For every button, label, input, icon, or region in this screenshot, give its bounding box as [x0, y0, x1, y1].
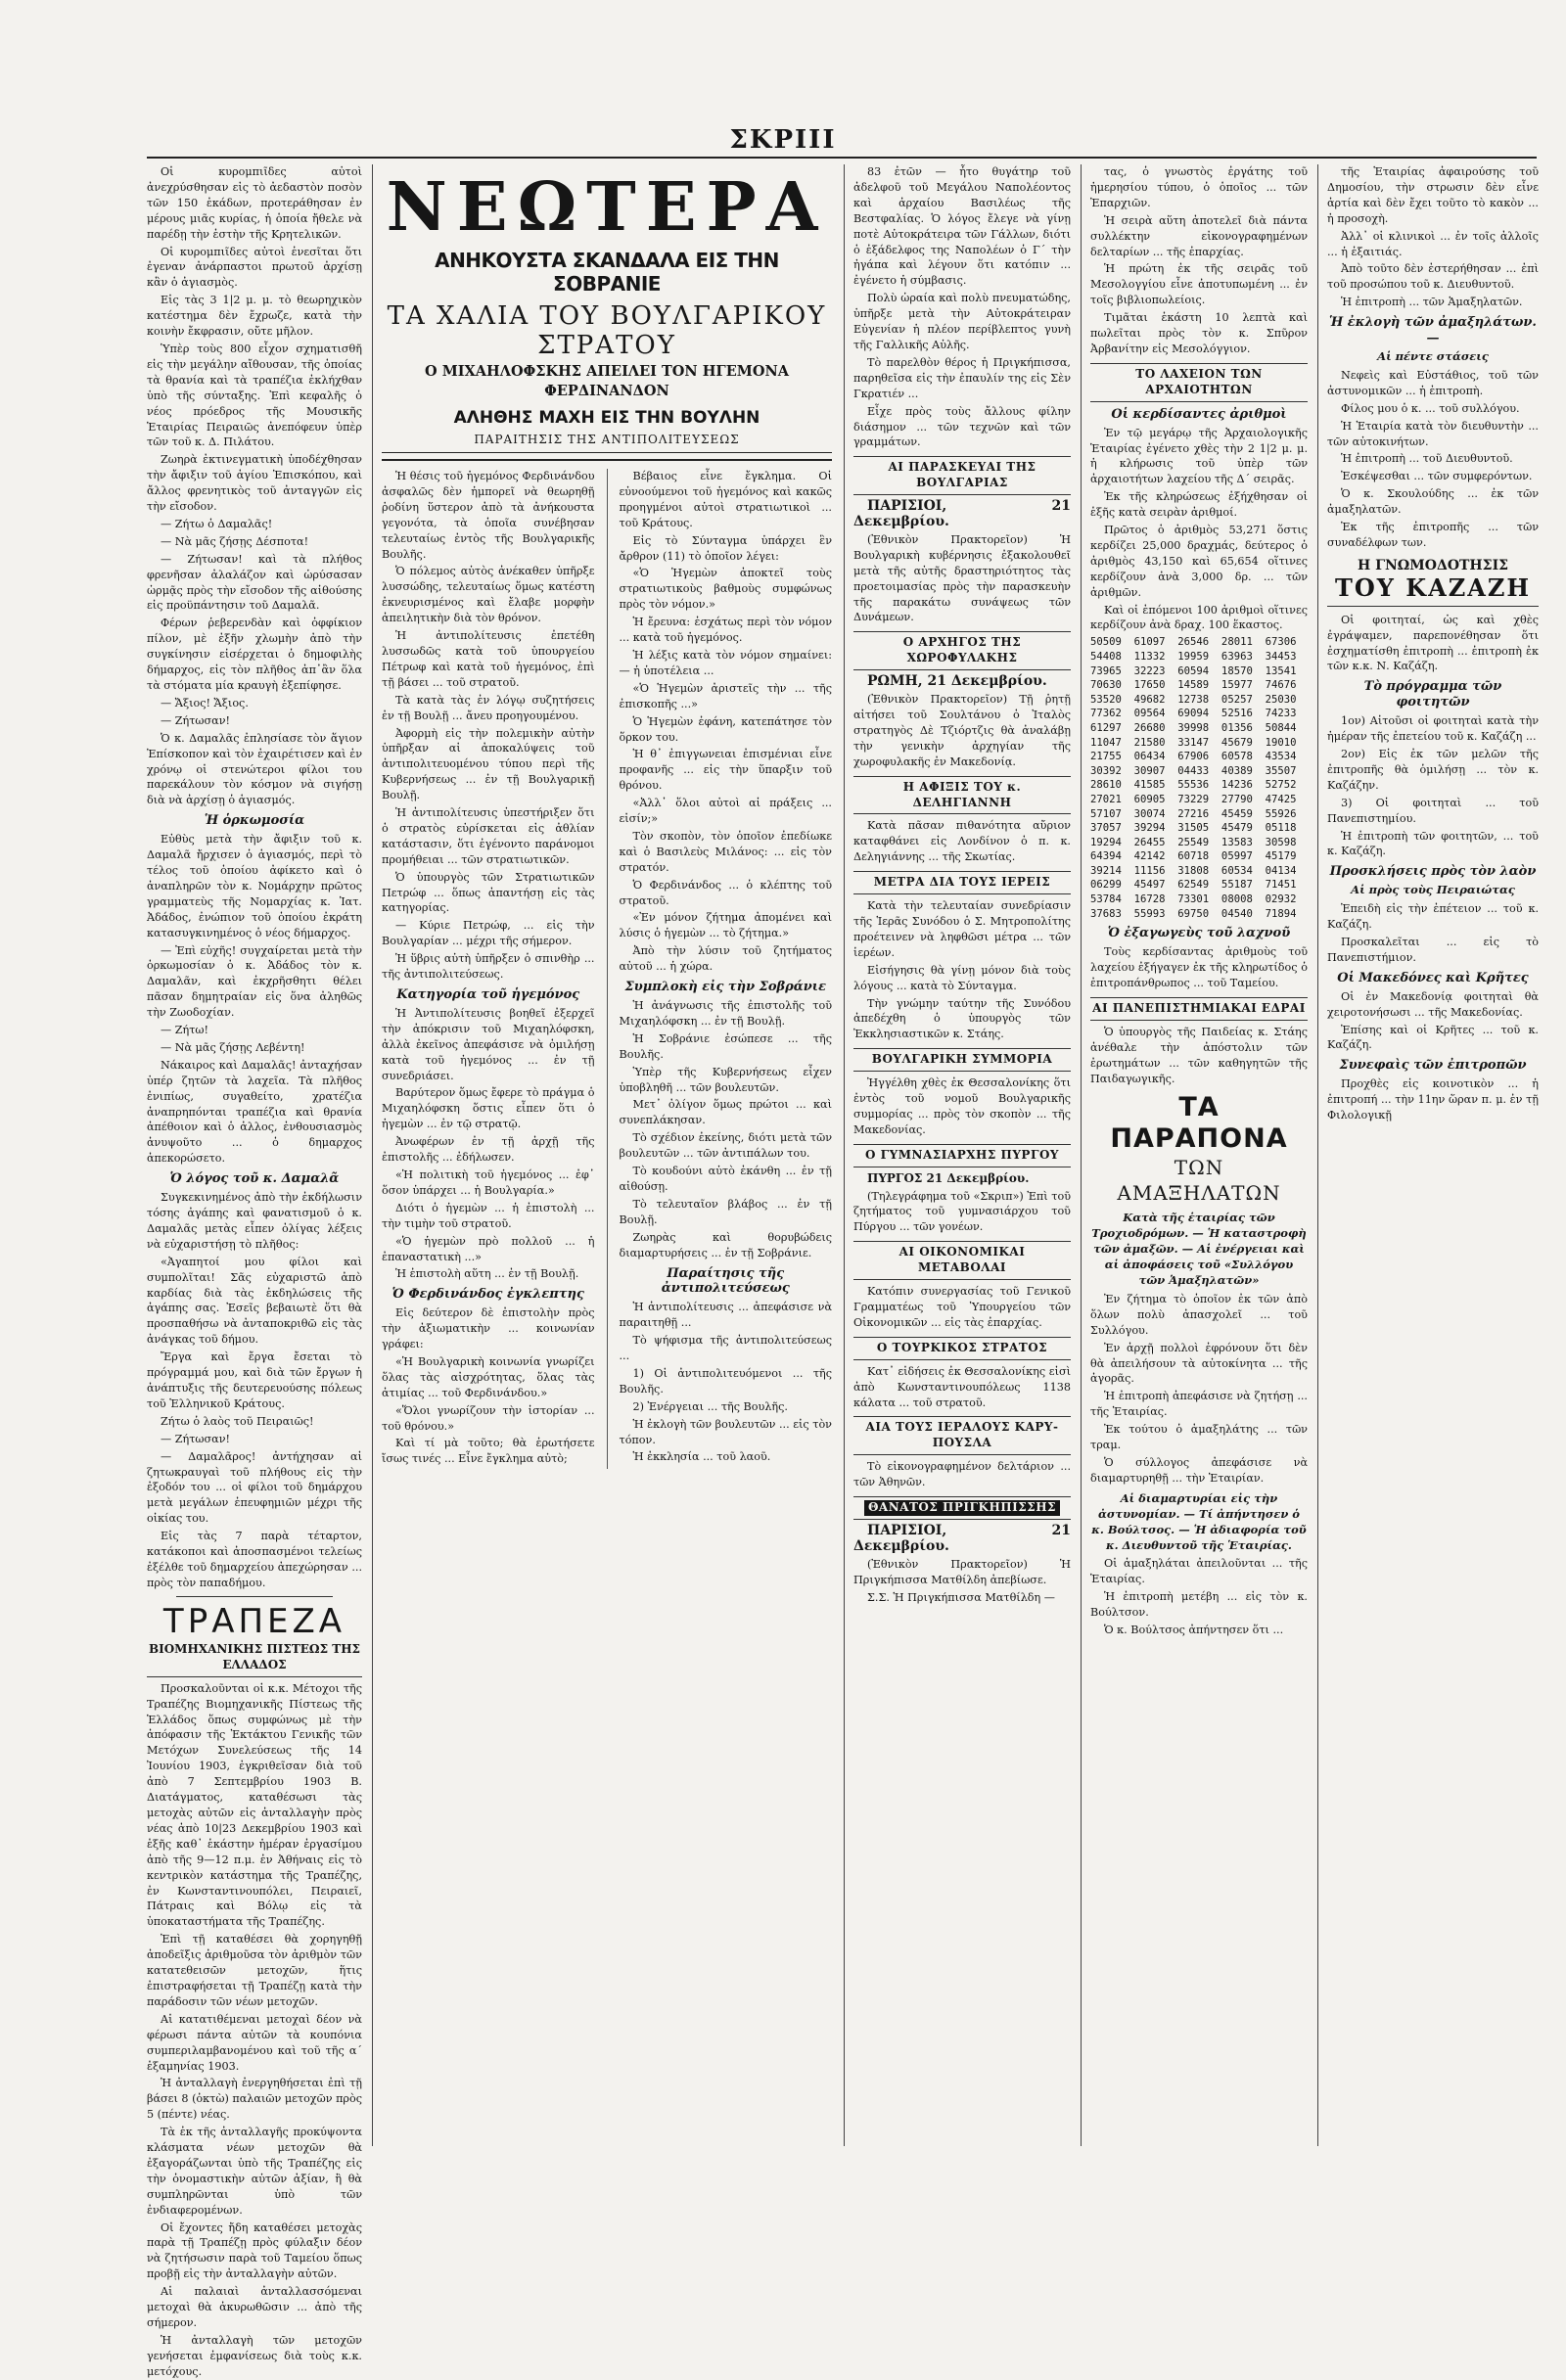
dateline: ΠΑΡΙΣΙΟΙ, 21 Δεκεμβρίου.: [853, 1522, 1071, 1554]
paragraph: 1) Οἱ ἀντιπολιτευόμενοι ... τῆς Βουλῆς.: [619, 1366, 832, 1396]
top-rule: [147, 157, 1537, 159]
section-heading: ΑΙΑ ΤΟΥΣ ΙΕΡΑΛΟΥΣ ΚΑΡΥ-ΠΟΥΣΛΑ: [853, 1416, 1071, 1455]
paragraph: Ἡ ἐπιτροπὴ τῶν φοιτητῶν, ... τοῦ κ. Καζάζη.: [1327, 829, 1539, 858]
paragraph: Ἡ ἀνάγνωσις τῆς ἐπιστολῆς τοῦ Μιχαηλόφσκη ... ἐν τῇ Βουλῇ.: [619, 999, 832, 1028]
column-3: [853, 164, 1071, 2146]
news-subcolumn-a: [382, 469, 595, 1469]
section-heading: ΑΙ ΠΑΡΑΣΚΕΥΑΙ ΤΗΣ ΒΟΥΛΓΑΡΙΑΣ: [853, 456, 1071, 495]
dateline: ΠΑΡΙΣΙΟΙ, 21 Δεκεμβρίου.: [853, 498, 1071, 530]
paragraph: Κατ᾽ εἰδήσεις ἐκ Θεσσαλονίκης εἰσὶ ἀπὸ Κωνσταντινουπόλεως 1138 κάλατα ... τοῦ στρατοῦ.: [853, 1364, 1071, 1409]
news-body: [382, 469, 832, 1469]
paragraph: Καὶ τί μὰ τοῦτο; θὰ ἐρωτήσετε ἴσως τινές ... Εἶνε ἔγκλημα αὐτὸ;: [382, 1437, 595, 1466]
paragraph: Νεφεὶς καὶ Εὐστάθιος, τοῦ τῶν ἀστυνομικῶν ... ἡ ἐπιτροπὴ.: [1327, 368, 1539, 397]
subheading: Προσκλήσεις πρὸς τὸν λαὸν: [1329, 864, 1537, 880]
paragraph: Οἱ κυρομπιῖδες αὐτοὶ ἐνεσῖται ὅτι ἐγεναν ἀνάρπαστοι πρωτοῦ ἀρχίσῃ κἂν ὁ ἀγιασμὸς.: [147, 245, 362, 290]
paragraph: Νάκαιρος καὶ Δαμαλᾶς! ἀνταχήσαν ὑπέρ ζητῶν τὰ λαχεῖα. Τὰ πλῆθος ἐνιπίως, συγαθείτο, χρατέζια ἀναπρηπόνται τραπέζια καὶ θρανία ἀπέθοιον καὶ ὁ ἀλλος, ἐνθουσιασμὸς ἀνυψοῦτο ... ὁ δημαρχος ἀπεκορώσετο.: [147, 1058, 362, 1166]
paragraph: Κατόπιν συνεργασίας τοῦ Γενικοῦ Γραμματέως τοῦ Ὑπουργείου τῶν Οἰκονομικῶν ... εἰς τὰς ἐπαρχίας.: [853, 1285, 1071, 1329]
paragraph: Βέβαιος εἶνε ἔγκλημα. Οἱ εὐνοούμενοι τοῦ ἡγεμόνος καὶ κακῶς προηγμένοι αὐτοὶ στρατιωτικοὶ ... τοῦ Κράτους.: [619, 470, 832, 529]
paragraph: Τοὺς κερδίσαντας ἀριθμοὺς τοῦ λαχείου ἐξήγαγεν ἐκ τῆς κληρωτίδος ὁ ἐπιτροπάνθρωπος ... τοῦ Ταμείου.: [1090, 945, 1308, 989]
paragraph: Προσκαλοῦνται οἱ κ.κ. Μέτοχοι τῆς Τραπέζης Βιομηχανικῆς Πίστεως τῆς Ἑλλάδος ὅπως συμφώνως μὲ τὴν ἀπόφασιν τῆς Ἐκτάκτου Γενικῆς τῶν Μετόχων Συνελεύσεως τῆς 14 Ἰουνίου 1903, ἐγκριθεῖσαν διὰ τοῦ ἀπὸ 7 Σεπτεμβρίου 1903 Β. Διατάγματος, καταθέσωσι τὰς μετοχὰς αὐτῶν εἰς ἀνταλλαγὴν πρὸς νέας ἀπὸ 10|23 Δεκεμβρίου 1903 καὶ ἑξῆς καθ᾽ ἑκάστην ἡμέραν ἐργασίμου ἀπὸ τῆς 9—12 π.μ. ἐν Ἀθήναις εἰς τὸ κεντρικὸν κατάστημα τῆς Τραπέζης, ἐν Κωνσταντινουπόλει, Πειραιεῖ, Πάτραις καὶ Βόλῳ εἰς τὰ ὑποκαταστήματα τῆς Τραπέζης.: [147, 1681, 362, 1929]
subheading: Οἱ Μακεδόνες καὶ Κρῆτες: [1337, 970, 1529, 985]
paragraph: Ἐν ἀρχῇ πολλοὶ ἐφρόνουν ὅτι δὲν θὰ ἀπειλήσουν τὰ αὐτοκίνητα ... τῆς ἀγορᾶς.: [1090, 1341, 1308, 1386]
paragraph: Φέρων ῥεβερενδὰν καὶ ὀφφίκιον πίλον, μὲ ἐξῆν χλωμὴν ἀπὸ τὴν συγκίνησιν εἰσέρχεται ὁ δημοφιλὴς δήμαρχος, εἰς τὸν πλῆθος ἀπ᾽ἂν ὅλα τὰ στόματα μία κραυγὴ ἐξεπίφησε.: [147, 617, 362, 692]
section-heading: ΜΕΤΡΑ ΔΙΑ ΤΟΥΣ ΙΕΡΕΙΣ: [853, 871, 1071, 894]
subheading: Αἱ διαμαρτυρίαι εἰς τὴν ἀστυνομίαν. — Τί ἀπήντησεν ὁ κ. Βούλτσος. — Ἡ ἀδιαφορία τοῦ κ. Διευθυντοῦ τῆς Ἑταιρίας.: [1091, 1490, 1307, 1552]
paragraph: Βαρύτερον ὅμως ἔφερε τὸ πράγμα ὁ Μιχαηλόφσκη ὅστις εἶπεν ὅτι ὁ ἡγεμὼν ... ἐν τῷ στρατῷ.: [382, 1086, 595, 1131]
paragraph: — Νὰ μᾶς ζήσῃς Λεβέντη!: [161, 1040, 305, 1054]
paragraph: Ἡ ἀντιπολίτευσις ὑπεστήριξεν ὅτι ὁ στρατὸς εὑρίσκεται εἰς ἀθλίαν κατάστασιν, ὅτι ἐγένοντο παράνομοι προμήθειαι ... τῶν στρατιωτικῶν.: [382, 806, 595, 866]
paragraph: Ἀνωφέρων ἐν τῇ ἀρχῇ τῆς ἐπιστολῆς ... ἐδήλωσεν.: [382, 1135, 595, 1165]
section-heading: ΑΙ ΠΑΝΕΠΙΣΤΗΜΙΑΚΑΙ ΕΔΡΑΙ: [1090, 997, 1308, 1021]
paragraph: Κατὰ τὴν τελευταίαν συνεδρίασιν τῆς Ἱερᾶς Συνόδου ὁ Σ. Μητροπολίτης προέτεινεν νὰ ληφθῶσι μέτρα ... τῶν ἱερέων.: [853, 899, 1071, 959]
paragraph: Ἀπὸ τοῦτο δὲν ἐστερήθησαν ... ἐπὶ τοῦ προσώπου τοῦ κ. Διευθυντοῦ.: [1327, 262, 1539, 292]
paragraph: Ἡ ἀντιπολίτευσις ἐπετέθη λυσσωδῶς κατὰ τοῦ ὑπουργείου Πέτρωφ καὶ κατὰ τοῦ ἡγεμόνος, ἐπὶ τῇ βάσει ... τοῦ στρατοῦ.: [382, 629, 595, 689]
headline-2: ΤΑ ΧΑΛΙΑ ΤΟΥ ΒΟΥΛΓΑΡΙΚΟΥ ΣΤΡΑΤΟΥ: [387, 301, 827, 360]
subcolumn-rule: [607, 469, 608, 1469]
news-subcolumn-b: [620, 469, 833, 1469]
paragraph: Ὁ Φερδινάνδος ... ὁ κλέπτης τοῦ στρατοῦ.: [619, 878, 832, 907]
paragraph: Οἱ ἐν Μακεδονίᾳ φοιτηταὶ θὰ χειροτονήσωσι ... τῆς Μακεδονίας.: [1327, 989, 1539, 1019]
subheading: Ὁ ἐξαγωγεὺς τοῦ λαχνοῦ: [1107, 926, 1291, 941]
paragraph: Πολὺ ὡραία καὶ πολὺ πνευματώδης, ὑπῆρξε μετὰ τὴν Αὐτοκράτειραν Εὐγενίαν ἡ πλέον περίβλεπτος γυνὴ τῆς Γαλλικῆς Αὐλῆς.: [853, 292, 1071, 351]
paragraph: Ἐπὶ τῇ καταθέσει θὰ χορηγηθῇ ἀποδεῖξις ἀριθμοῦσα τὸν ἀριθμὸν τῶν κατατεθεισῶν μετοχῶν, ἥτις ἐπιστραφήσεται τῇ Τραπέζῃ κατὰ τὴν παράδοσιν τῶν νέων μετοχῶν.: [147, 1933, 362, 2008]
paragraph: Εἶχε πρὸς τοὺς ἄλλους φίλην διάσημον ... τῶν τεχνῶν καὶ τῶν γραμμάτων.: [853, 404, 1071, 449]
paragraph: Ἀπὸ τὴν λύσιν τοῦ ζητήματος αὐτοῦ ... ἡ χώρα.: [619, 944, 832, 974]
paragraph: Κατὰ πᾶσαν πιθανότητα αὔριον καταφθάνει εἰς Λονδίνον ὁ π. κ. Δεληγιάννης ... τῆς Σκωτίας.: [853, 819, 1071, 864]
paragraph: (Ἐθνικὸν Πρακτορεῖον) Ἡ Πριγκήπισσα Ματθίλδη ἀπεβίωσε.: [853, 1557, 1071, 1586]
paragraph: Τὸ κουδούνι αὐτὸ ἐκάνθη ... ἐν τῇ αἰθούσῃ.: [619, 1165, 832, 1193]
paragraph: — Ζήτω ὁ Δαμαλᾶς!: [161, 517, 273, 530]
paragraph: — Ζήτωσαν!: [161, 713, 231, 727]
paragraph: Ἡ θ᾽ ἐπιγγωνειαι ἐπισμένιαι εἶνε προφανῆς ... εἰς τὴν ὕπαρξιν τοῦ θρόνου.: [619, 748, 832, 793]
section-heading: Ο ΤΟΥΡΚΙΚΟΣ ΣΤΡΑΤΟΣ: [853, 1337, 1071, 1360]
section-heading: Η ΑΦΙΞΙΣ ΤΟΥ κ. ΔΕΛΗΓΙΑΝΝΗ: [853, 776, 1071, 815]
paragraph: Φίλος μου ὁ κ. ... τοῦ συλλόγου.: [1341, 401, 1520, 415]
paragraph: Συγκεκινημένος ἀπὸ τὴν ἐκδήλωσιν τόσης ἀγάπης καὶ φανατισμοῦ ὁ κ. Δαμαλᾶς μετὰς εἶπεν ὀλίγας λέξεις νὰ εὐχαριστήσῃ τὸ πλῆθος:: [147, 1191, 362, 1251]
paragraph: Ἡ Ἑταιρία κατὰ τὸν διευθυντὴν ... τῶν αὐτοκινήτων.: [1327, 419, 1539, 448]
paragraph: «Ὅλοι γνωρίζουν τὴν ἱστορίαν ... τοῦ θρόνου.»: [382, 1403, 595, 1433]
article-title: ΤΑ ΠΑΡΑΠΟΝΑ: [1110, 1092, 1288, 1155]
subheading: Ἡ ἐκλογὴ τῶν ἀμαξηλάτων.—: [1329, 315, 1537, 346]
paragraph: Ζωηρὰ ἐκτινεγματικὴ ὑποδέχθησαν τὴν ἄφιξιν τοῦ ἁγίου Ἐπισκόπου, καὶ ἄλλος φρενητικὸς τοῦ ἀνταγγῶν εἰς τὴν εἴσοδον.: [147, 453, 362, 514]
column-1: [147, 164, 362, 2378]
paragraph: — Ἐπὶ εὐχῆς! συγχαίρεται μετὰ τὴν ὁρκωμοσίαν ὁ κ. Ἀδάδος τὸν κ. Δαμαλᾶν, καὶ ἐκχρῆσθητι θέλει πᾶσαν δημητραίαν εἰς ὅνα ἀληθῶς τὴν Ζωοδοχίαν.: [147, 943, 362, 1020]
section-heading: [853, 1496, 1071, 1520]
paragraph: Ὁ κ. Βούλτσος ἀπήντησεν ὅτι ...: [1104, 1624, 1284, 1637]
paragraph: — Κύριε Πετρώφ, ... εἰς τὴν Βουλγαρίαν ... μέχρι τῆς σήμερον.: [382, 919, 595, 948]
section-heading: Ο ΓΥΜΝΑΣΙΑΡΧΗΣ ΠΥΡΓΟΥ: [853, 1144, 1071, 1167]
lottery-numbers-table: 50509 61097 26546 28011 67306 54408 11332 19959 63963 34453 73965 32223 60594 18570 13541 70630 17650 14589 15977 74676 53520 49682 12738 05257 25030 77362 09564 69094 52516 74233 61297 26680 39998 01356 50844 11047 21580 33147 45679 19010 21755 06434 67906 60578 43534 30392 30907 04433 40389 35507 28610 41585 55536 14236 52752 27021 60905 73229 27790 47425 57107 30074 27216 45459 55926 37057 39294 31505 45479 05118 19294 26455 25549 13583 30598 64394 42142 60718 05997 45179 39214 11156 31808 60534 04134 06299 45497 62549 55187 71451 53784 16728 73301 08008 02932 37683 55993 69750 04540 71894: [1090, 636, 1297, 920]
paragraph: «Ἀλλ᾽ ὅλοι αὐτοὶ αἱ πράξεις ... εἰσίν;»: [619, 797, 832, 826]
subheading: Τὸ πρόγραμμα τῶν φοιτητῶν: [1363, 679, 1502, 710]
paragraph: Ὁ ὑπουργὸς τῶν Στρατιωτικῶν Πετρώφ ... ὅπως ἀπαντήσῃ εἰς τὰς κατηγορίας.: [382, 870, 595, 915]
paragraph: Πρῶτος ὁ ἀριθμὸς 53,271 ὅστις κερδίζει 25,000 δραχμάς, δεύτερος ὁ ἀριθμὸς 43,150 καὶ 65,654 οἵτινες κερδίζουν ἀνὰ 3,000 δρ. ... τῶν ἀριθμῶν.: [1090, 524, 1308, 599]
paragraph: «Ἡ πολιτικὴ τοῦ ἡγεμόνος ... ἐφ᾽ ὅσον ὑπάρχει ... ἡ Βουλγαρία.»: [382, 1167, 595, 1197]
paragraph: Μετ᾽ ὀλίγον ὅμως πρώτοι ... καὶ συνεπλάκησαν.: [619, 1098, 832, 1127]
paragraph: «Ὁ Ἡγεμὼν ἀριστεῖς τὴν ... τῆς ἐπισκοπῆς ...»: [619, 681, 832, 710]
paragraph: Ἡ ἀνταλλαγὴ ἐνεργηθήσεται ἐπὶ τῇ βάσει 8 (ὀκτὼ) παλαιῶν μετοχῶν πρὸς 5 (πέντε) νέας.: [147, 2077, 362, 2122]
paragraph: Οἱ φοιτηταί, ὡς καὶ χθὲς ἐγράψαμεν, παρεπονέθησαν ὅτι ἐσχηματίσθη ἐπιτροπὴ ... ἐπιτροπὴ ἐκ τῶν κ.κ. Ν. Καζάζη.: [1327, 613, 1539, 673]
paragraph: Ἡ ἐπιτροπὴ ... τοῦ Διευθυντοῦ.: [1341, 452, 1513, 466]
paragraph: Προχθὲς εἰς κοινοτικὸν ... ἡ ἐπιτροπή ... τὴν 11ην ὥραν π. μ. ἐν τῇ Φιλολογικῇ: [1327, 1077, 1539, 1122]
paragraph: Οἱ κυρομπιῖδες αὐτοὶ ἀνεχρύσθησαν εἰς τὸ ἀεδαστὸν ποσὸν τῶν 150 ἐκάδων, προτεράθησαν ἐν μέρους μιᾶς κυρίας, ἡ ὁποία ἤθελε νὰ παρέδῃ τὴν ἑστὴν τῆς Κρητελικῶν.: [147, 165, 362, 241]
paragraph: Ὑπὲρ τοὺς 800 εἶχον σχηματισθῆ εἰς τὴν μεγάλην αἴθουσαν, τῆς ὁποίας τὰ θρανία καὶ τὰ τραπέζια ἐκλήχθαν ὑπὸ τῆς σύνταξης. Ἐπὶ κεφαλῆς ὁ νέος πρόεδρος τῆς Μουσικῆς Ἑταιρίας Πειραιῶς ἀνεπόφευν ὑπὲρ τῶν τοῦ κ. Δ. Πιλάτου.: [147, 342, 362, 449]
subheading: Οἱ κερδίσαντες ἀριθμοὶ: [1111, 406, 1287, 422]
paragraph: Ἡ ἐπιστολὴ αὕτη ... ἐν τῇ Βουλῇ.: [395, 1267, 579, 1281]
paragraph: Ἡ ἐπιτροπὴ μετέβη ... εἰς τὸν κ. Βούλτσον.: [1090, 1590, 1308, 1620]
paragraph: Καὶ οἱ ἑπόμενοι 100 ἀριθμοὶ οἵτινες κερδίζουν ἀνὰ δραχ. 100 ἕκαστος.: [1090, 603, 1308, 632]
paragraph: Ζήτω ὁ λαὸς τοῦ Πειραιῶς!: [161, 1414, 314, 1428]
subheading: Συνεφαὶς τῶν ἐπιτροπῶν: [1339, 1058, 1527, 1074]
page-number: ΣΚΡΙΙΙ: [729, 125, 837, 155]
paragraph: Σ.Σ. Ἡ Πριγκήπισσα Ματθίλδη —: [867, 1590, 1055, 1604]
paragraph: Ἐσκέψεσθαι ... τῶν συμφερόντων.: [1341, 470, 1533, 483]
article-title-sub: ΤΟΥ ΚΑΖΑΖΗ: [1327, 574, 1539, 607]
paragraph: τῆς Ἑταιρίας ἀφαιρούσης τοῦ Δημοσίου, τὴν στρωσιν δὲν εἶνε ἀρτία καὶ δὲν ἔχει τοῦτο τὸ κακὸν ... ἡ προσοχὴ.: [1327, 165, 1539, 225]
article-title-sub: ΤΩΝ ΑΜΑΞΗΛΑΤΩΝ: [1117, 1156, 1281, 1206]
section-heading: ΑΙ ΟΙΚΟΝΟΜΙΚΑΙ ΜΕΤΑΒΟΛΑΙ: [853, 1241, 1071, 1280]
paragraph: Αἱ παλαιαὶ ἀνταλλασσόμεναι μετοχαὶ θὰ ἀκυρωθῶσιν ... ἀπὸ τῆς σήμερον.: [147, 2285, 362, 2329]
paragraph: «Ὁ Ἡγεμὼν ἀποκτεῖ τοὺς στρατιωτικοὺς βαθμοὺς συμφώνως πρὸς τὸν νόμον.»: [619, 567, 832, 612]
paragraph: Τὰ ἐκ τῆς ἀνταλλαγῆς προκύψοντα κλάσματα νέων μετοχῶν θὰ ἐξαγοράζωνται ὑπὸ τῆς Τραπέζης εἰς τὴν ὀνομαστικὴν αὐτῶν ἀξίαν, ἢ θὰ συμπληρῶνται ὑπὸ τῶν ἐνδιαφερομένων.: [147, 2126, 362, 2217]
paragraph: Εὐθὺς μετὰ τὴν ἄφιξιν τοῦ κ. Δαμαλᾶ ἤρχισεν ὁ ἁγιασμός, περὶ τὸ τέλος τοῦ ὁποίου ἀφίκετο καὶ ὁ ἀναπληρῶν τὸν κ. Νομάρχην πρῶτος γραμματεὺς τῆς Νομαρχίας κ. Ἰατ. Ἀδάδος, ἐνώπιον τοῦ ὁποίου ἐκράτη κατασυγκινημένος ὁ νέος δήμαρχος.: [147, 833, 362, 939]
paragraph: Εἰς τὸ Σύνταγμα ὑπάρχει ἓν ἄρθρον (11) τὸ ὁποῖον λέγει:: [619, 533, 832, 563]
news-masthead: ΝΕΩΤΕΡΑ: [386, 168, 828, 247]
paragraph: 83 ἐτῶν — ἦτο θυγάτηρ τοῦ ἀδελφοῦ τοῦ Μεγάλου Ναπολέοντος καὶ ἀρχαίου Βασιλέως τῆς Βεστφαλίας. Ὁ λόγος ἔλεγε νὰ γίνῃ ποτὲ Αὐτοκράτειρα τῶν Γάλλων, διότι ὁ ἐξάδελφος της Ναπολέων ὁ Γ΄ τὴν ἠγάπα καὶ λέγουν ὅτι κατόπιν ... ἐγένετο ἡ σύμβασις.: [853, 165, 1071, 288]
section-heading: Ο ΑΡΧΗΓΟΣ ΤΗΣ ΧΩΡΟΦΥΛΑΚΗΣ: [853, 631, 1071, 670]
paragraph: Ἐν τῷ μεγάρῳ τῆς Ἀρχαιολογικῆς Ἑταιρίας ἐγένετο χθὲς τὴν 2 1|2 μ. μ. ἡ κλήρωσις τοῦ ὑπὲρ τῶν ἀρχαιοτήτων λαχείου τῆς Δ΄ σειρᾶς.: [1090, 426, 1308, 486]
paragraph: Ἡ ἔρευνα: ἐσχάτως περὶ τὸν νόμον ... κατὰ τοῦ ἡγεμόνος.: [619, 616, 832, 645]
paragraph: Ὁ Ἡγεμὼν ἐφάνη, κατεπάτησε τὸν ὅρκον του.: [619, 714, 832, 744]
paragraph: «Ὁ ἡγεμὼν πρὸ πολλοῦ ... ἡ ἐπαναστατικὴ ...»: [382, 1234, 595, 1263]
paragraph: Ἡ πρώτη ἐκ τῆς σειρᾶς τοῦ Μεσολογγίου εἶνε ἀποτυπωμένη ... ἐν τοῖς βιβλιοπωλείοις.: [1090, 262, 1308, 307]
column-rule: [1317, 164, 1318, 2146]
paragraph: Ὁ ὑπουργὸς τῆς Παιδείας κ. Στάης ἀνέθαλε τὴν ἀπόστολιν τῶν ἐρωτημάτων ... τῶν καθηγητῶν τῆς Παιδαγωγικῆς.: [1090, 1025, 1308, 1085]
paragraph: 2) Ἐνέργειαι ... τῆς Βουλῆς.: [632, 1399, 788, 1413]
paragraph: — Ζήτωσαν!: [161, 1432, 231, 1445]
headline-3: Ο ΜΙΧΑΗΛΟΦΣΚΗΣ ΑΠΕΙΛΕΙ ΤΟΝ ΗΓΕΜΟΝΑ ΦΕΡΔΙΝΑΝΔΟΝ: [425, 363, 789, 399]
paragraph: (Ἐθνικὸν Πρακτορεῖον) Ἡ Βουλγαρικὴ κυβέρνησις ἐξακολουθεῖ μετὰ τῆς αὐτῆς δραστηριότητος τὰς προετοιμασίας πρὸς τὴν παρασκευὴν τῆς παρακάτω συνάψεως τῶν Δυνάμεων.: [853, 532, 1071, 624]
paragraph: Ἀφορμὴ εἰς τὴν πολεμικὴν αὐτὴν ὑπῆρξαν αἱ ἀποκαλύψεις τοῦ ἀντιπολιτευομένου τύπου περὶ τῆς Κυβερνήσεως ... ἐν τῇ Βουλγαρικῇ Βουλῇ.: [382, 726, 595, 802]
paragraph: Εἰς τὰς 3 1|2 μ. μ. τὸ θεωρηχικὸν κατέστημα δὲν ἔχρωζε, κατὰ τὴν κοινὴν ἔκφρασιν, οὔτε μῆλον.: [147, 294, 362, 339]
paragraph: Ἡ ἐκκλησία ... τοῦ λαοῦ.: [632, 1450, 771, 1464]
paragraph: Ἠγγέλθη χθὲς ἐκ Θεσσαλονίκης ὅτι ἐντὸς τοῦ νομοῦ Βουλγαρικῆς συμμορίας ... πρὸς τὸν σκοπὸν ... τῆς Μακεδονίας.: [853, 1076, 1071, 1136]
paragraph: Τὸ ψήφισμα τῆς ἀντιπολιτεύσεως ...: [619, 1334, 832, 1363]
paragraph: Ἐκ τῆς κληρώσεως ἐξήχθησαν οἱ ἑξῆς κατὰ σειρὰν ἀριθμοί.: [1090, 490, 1308, 520]
paragraph: Ἐκ τούτου ὁ ἁμαξηλάτης ... τῶν τραμ.: [1090, 1423, 1308, 1452]
paragraph: Ἐκ τῆς ἐπιτροπῆς ... τῶν συναδέλφων των.: [1327, 521, 1539, 549]
paragraph: «Ἐν μόνον ζήτημα ἀπομένει καὶ λύσις ὁ ἡγεμὼν ... τὸ ζήτημα.»: [619, 911, 832, 940]
subheading: Κατὰ τῆς ἑταιρίας τῶν Τροχιοδρόμων. — Ἡ καταστροφὴ τῶν ἀμαξῶν. — Αἱ ἐνέργειαι καὶ αἱ ἀποφάσεις τοῦ «Συλλόγου τῶν Ἁμαξηλατῶν»: [1091, 1211, 1307, 1288]
section-heading: ΒΟΥΛΓΑΡΙΚΗ ΣΥΜΜΟΡΙΑ: [853, 1048, 1071, 1072]
subheading: Παραίτησις τῆς ἀντιπολιτεύσεως: [661, 1265, 790, 1297]
bank-notice-subtitle: ΒΙΟΜΗΧΑΝΙΚΗΣ ΠΙΣΤΕΩΣ ΤΗΣ ΕΛΛΑΔΟΣ: [147, 1641, 362, 1677]
paragraph: Ὁ κ. Σκουλούδης ... ἐκ τῶν ἀμαξηλατῶν.: [1327, 487, 1539, 517]
paragraph: (Τηλεγράφημα τοῦ «Σκριπ») Ἐπὶ τοῦ ζητήματος τοῦ γυμνασιάρχου τοῦ Πύργου ... τῶν γονέων.: [853, 1189, 1071, 1234]
dateline: ΠΥΡΓΟΣ 21 Δεκεμβρίου.: [867, 1170, 1030, 1185]
column-rule: [844, 164, 845, 2146]
paragraph: Ζωηρὰς καὶ θορυβώδεις διαμαρτυρήσεις ... ἐν τῇ Σοβράνιε.: [619, 1230, 832, 1259]
section-heading: ΤΟ ΛΑΧΕΙΟΝ ΤΩΝ ΑΡΧΑΙΟΤΗΤΩΝ: [1090, 363, 1308, 402]
dateline: ΡΩΜΗ, 21 Δεκεμβρίου.: [867, 673, 1047, 690]
paragraph: Ἔργα καὶ ἔργα ἔσεται τὸ πρόγραμμά μου, καὶ διὰ τῶν ἔργων ἡ ἀνάπτυξις τῆς δευτερευούσης πόλεως τοῦ Ἑλληνικοῦ Κράτους.: [147, 1350, 362, 1410]
paragraph: Αἱ κατατιθέμεναι μετοχαὶ δέον νὰ φέρωσι πάντα αὐτῶν τὰ κουπόνια συμπεριλαμβανομένου καὶ τοῦ τῆς α΄ ἑξαμηνίας 1903.: [147, 2012, 362, 2073]
paragraph: Ἐν ζήτημα τὸ ὁποῖον ἐκ τῶν ἀπὸ ὅλων πολὺ ἀπασχολεῖ ... τοῦ Συλλόγου.: [1090, 1292, 1308, 1337]
paragraph: Τὸν σκοπὸν, τὸν ὁποῖον ἐπεδίωκε καὶ ὁ Βασιλεὺς Μιλάνος: ... εἰς τὸν στρατόν.: [619, 829, 832, 874]
news-header: [382, 168, 832, 461]
paragraph: «Ἡ Βουλγαρικὴ κοινωνία γνωρίζει ὅλας τὰς αἰσχρότητας, ὅλας τὰς ἀτιμίας ... τοῦ Φερδινάνδου.»: [382, 1354, 595, 1399]
headline-5: ΠΑΡΑΙΤΗΣΙΣ ΤΗΣ ΑΝΤΙΠΟΛΙΤΕΥΣΕΩΣ: [382, 431, 832, 453]
subheading: Αἱ πρὸς τοὺς Πειραιώτας: [1351, 883, 1515, 897]
headline-1: ΑΝΗΚΟΥΣΤΑ ΣΚΑΝΔΑΛΑ ΕΙΣ ΤΗΝ ΣΟΒΡΑΝΙΕ: [435, 249, 779, 296]
paragraph: — Νὰ μᾶς ζήσῃς Δέσποτα!: [161, 534, 309, 548]
paragraph: τας, ὁ γνωστὸς ἐργάτης τοῦ ἡμερησίου τύπου, ὁ ὁποῖος ... τῶν Ἐπαρχιῶν.: [1090, 165, 1308, 209]
paragraph: Τιμᾶται ἑκάστη 10 λεπτὰ καὶ πωλεῖται πρὸς τὸν κ. Σπῦρον Ἀρβανίτην εἰς Μεσολόγγιον.: [1090, 311, 1308, 355]
paragraph: Ἡ ὕβρις αὐτὴ ὑπῆρξεν ὁ σπινθὴρ ... τῆς ἀντιπολιτεύσεως.: [382, 952, 595, 982]
column-4: [1090, 164, 1308, 2146]
paragraph: — Ἄξιος! Ἄξιος.: [161, 696, 249, 709]
paragraph: Εἰς τὰς 7 παρὰ τέταρτον, κατάκοποι καὶ ἀποσπασμένοι τελείως ἐξέλθε τοῦ δημαρχείου ἀπεχώρησαν ... πρὸς τὸν παπαδήμου.: [147, 1530, 362, 1589]
paragraph: Ἡ σειρὰ αὕτη ἀποτελεῖ διὰ πάντα συλλέκτην εἰκονογραφημένων δελταρίων ... τῆς ἐπαρχίας.: [1090, 213, 1308, 258]
paragraph: — Ζήτω!: [161, 1024, 209, 1037]
headline-4: ΑΛΗΘΗΣ ΜΑΧΗ ΕΙΣ ΤΗΝ ΒΟΥΛΗΝ: [453, 408, 760, 428]
subheading: Συμπλοκὴ εἰς τὴν Σοβράνιε: [624, 980, 826, 995]
paragraph: Ἐπίσης καὶ οἱ Κρῆτες ... τοῦ κ. Καζάζη.: [1327, 1023, 1539, 1052]
paragraph: Εἰς δεύτερον δὲ ἐπιστολὴν πρὸς τὴν ἀξιωματικὴν ... κοινωνίαν γράφει:: [382, 1306, 595, 1351]
paragraph: Ὁ κ. Δαμαλᾶς ἐπλησίασε τὸν ἅγιον Ἐπίσκοπον καὶ τὸν ἐχαιρέτισεν καὶ ἐν χρόνῳ οἱ στενώτεροι φίλοι του παρεκάλουν τὸν κόσμον νὰ σιγήσῃ διὰ νὰ ἀρχίσῃ ὁ ἁγιασμός.: [147, 731, 362, 807]
paragraph: Ἐπειδὴ εἰς τὴν ἐπέτειον ... τοῦ κ. Καζάζη.: [1327, 902, 1539, 932]
paragraph: Ἀλλ᾽ οἱ κλινικοὶ ... ἐν τοῖς ἀλλοῖς ... ἡ ἐξαιτιάς.: [1327, 229, 1539, 258]
column-5: [1327, 164, 1539, 2146]
paragraph: Τὴν γνώμην ταύτην τῆς Συνόδου ἀπεδέχθη ὁ ὑπουργὸς τῶν Ἐκκλησιαστικῶν κ. Στάης.: [853, 996, 1071, 1041]
subheading: Ὁ Φερδινάνδος ἐγκλεπτης: [392, 1287, 584, 1303]
paragraph: Ἡ λέξις κατὰ τὸν νόμον σημαίνει: — ἡ ὑποτέλεια ...: [619, 648, 832, 677]
divider: [176, 1596, 333, 1597]
subheading: Ἡ ὁρκωμοσία: [204, 813, 305, 829]
paragraph: Ἡ ἐπιτροπὴ ἀπεφάσισε νὰ ζητήσῃ ... τῆς Ἑταιρίας.: [1090, 1390, 1308, 1419]
column-rule: [1081, 164, 1082, 2146]
paragraph: Ὑπὲρ τῆς Κυβερνήσεως εἶχεν ὑποβληθῆ ... τῶν βουλευτῶν.: [619, 1065, 832, 1094]
paragraph: «Ἀγαπητοί μου φίλοι καὶ συμπολῖται! Σᾶς εὐχαριστῶ ἀπὸ καρδίας διὰ τὰς ἐκδηλώσεις τῆς ἀγάπης σας. Ἐσεῖς βεβαιωτὲ ὅτι θὰ προσπαθήσω νὰ ἀνταποκριθῶ εἰς τὰς ἀνάγκας τοῦ δήμου.: [147, 1255, 362, 1347]
column-2: [382, 164, 832, 2146]
paragraph: Τὸ τελευταῖον βλάβος ... ἐν τῇ Βουλῇ.: [619, 1197, 832, 1226]
paragraph: Ἡ ἀντιπολίτευσις ... ἀπεφάσισε νὰ παραιτηθῇ ...: [619, 1301, 832, 1330]
paragraph: Ἡ Σοβράνιε ἐσώπεσε ... τῆς Βουλῆς.: [619, 1031, 832, 1061]
paragraph: Ἡ ἐκλογὴ τῶν βουλευτῶν ... εἰς τὸν τόπον.: [619, 1417, 832, 1446]
paragraph: Ἡ Ἀντιπολίτευσις βοηθεῖ ἐξερχεῖ τὴν ἀπόκρισιν τοῦ Μιχαηλόφσκη, ἀλλὰ ἐκεῖνος ἀπεφάσισε νὰ ὁμιλήσῃ κατὰ τοῦ ἡγεμόνος ... ἐν τῇ συνεδριάσει.: [382, 1006, 595, 1082]
paragraph: Ἡ ἐπιτροπὴ ... τῶν Ἁμαξηλατῶν.: [1341, 296, 1523, 309]
paragraph: Ἡ θέσις τοῦ ἡγεμόνος Φερδινάνδου ἀσφαλῶς δὲν ἠμπορεῖ νὰ θεωρηθῇ ῥοδίνη ὕστερον ἀπὸ τὰ ἀνήκουστα γεγονότα, τὰ ὁποῖα συνέβησαν τελευταίως ἐντὸς τῆς Βουλγαρικῆς Βουλῆς.: [382, 470, 595, 561]
subheading: Ὁ λόγος τοῦ κ. Δαμαλᾶ: [169, 1171, 340, 1187]
paragraph: Ἡ ἀνταλλαγὴ τῶν μετοχῶν γενήσεται ἐμφανίσεως διὰ τοὺς κ.κ. μετόχους.: [147, 2333, 362, 2378]
paragraph: (Ἐθνικὸν Πρακτορεῖον) Τῇ ῥητῇ αἰτήσει τοῦ Σουλτάνου ὁ Ἰταλὸς στρατηγὸς Δὲ Τζιόρτζις θὰ ἀναλάβῃ τὴν γενικὴν ἀρχηγίαν τῆς χωροφυλακῆς ἐν Μακεδονίᾳ.: [853, 693, 1071, 768]
paragraph: 2ον) Εἰς ἐκ τῶν μελῶν τῆς ἐπιτροπῆς θὰ ὁμιλήσῃ ... τὸν κ. Καζάζην.: [1327, 748, 1539, 792]
paragraph: Διότι ὁ ἡγεμὼν ... ἡ ἐπιστολὴ ... τὴν τιμὴν τοῦ στρατοῦ.: [382, 1201, 595, 1230]
paragraph: Ὁ σύλλογος ἀπεφάσισε νὰ διαμαρτυρηθῇ ... τὴν Ἑταιρίαν.: [1090, 1456, 1308, 1485]
death-notice-heading: ΘΑΝΑΤΟΣ ΠΡΙΓΚΗΠΙΣΣΗΣ: [864, 1500, 1060, 1516]
column-rule: [372, 164, 373, 2146]
paragraph: — Δαμαλᾶρος! ἀντήχησαν αἱ ζητωκραυγαὶ τοῦ πλήθους εἰς τὴν ἐξοδόν του ... οἱ φίλοι τοῦ δημάρχου μετὰ μεγάλων ἐπευφημιῶν μέχρι τῆς οἰκίας του.: [147, 1449, 362, 1526]
paragraph: Τὸ σχέδιον ἐκείνης, διότι μετὰ τῶν βουλευτῶν ... τῶν ἀντιπάλων του.: [619, 1131, 832, 1161]
article-title: Η ΓΝΩΜΟΔΟΤΗΣΙΣ: [1357, 557, 1509, 573]
subheading: Κατηγορία τοῦ ἡγεμόνος: [396, 987, 580, 1002]
paragraph: Εἰσήγησις θὰ γίνῃ μόνον διὰ τοὺς λόγους ... κατὰ τὸ Σύνταγμα.: [853, 963, 1071, 992]
paragraph: — Ζήτωσαν! καὶ τὰ πλήθος φρενῆσαν ἀλαλάζον καὶ ὡρύσασαν ὡρμᾷς πρὸς τὴν εἴσοδον τῆς αἰθούσης εἰς προϋπάντησιν τοῦ Δαμαλᾶ.: [147, 552, 362, 613]
paragraph: Προσκαλεῖται ... εἰς τὸ Πανεπιστήμιον.: [1327, 935, 1539, 964]
paragraph: Οἱ ἔχοντες ἤδη καταθέσει μετοχὰς παρὰ τῇ Τραπέζῃ πρὸς φύλαξιν δέον νὰ ζητήσωσιν παρὰ τοῦ Ταμείου ὅπως προβῇ εἰς τὴν ἀνταλλαγὴν αὐτῶν.: [147, 2220, 362, 2281]
paragraph: 3) Οἱ φοιτηταὶ ... τοῦ Πανεπιστημίου.: [1327, 796, 1539, 825]
paragraph: Ὁ πόλεμος αὐτὸς ἀνέκαθεν ὑπῆρξε λυσσώδης, τελευταίως ὅμως κατέστη ἐκνευρισμένος καὶ ἔλαβε μορφὴν ἀπειλητικὴν διὰ τὸν θρόνον.: [382, 565, 595, 625]
paragraph: Τὸ παρελθὸν θέρος ἡ Πριγκήπισσα, παρηθεῖσα εἰς τὴν ἐπαυλίν της εἰς Σὲν Γκρατιέν ...: [853, 355, 1071, 400]
paragraph: Τὰ κατὰ τὰς ἐν λόγῳ συζητήσεις ἐν τῇ Βουλῇ ... ἄνευ προηγουμένου.: [382, 693, 595, 722]
subheading: Αἱ πέντε στάσεις: [1377, 348, 1489, 363]
paragraph: 1ον) Αἰτοῦσι οἱ φοιτηταὶ κατὰ τὴν ἡμέραν τῆς ἐπετείου τοῦ κ. Καζάζη ...: [1327, 714, 1539, 744]
paragraph: Τὸ εἰκονογραφημένον δελτάριον ... τῶν Ἀθηνῶν.: [853, 1460, 1071, 1489]
paragraph: Οἱ ἁμαξηλάται ἀπειλοῦνται ... τῆς Ἑταιρίας.: [1090, 1557, 1308, 1586]
bank-notice-title: ΤΡΑΠΕΖΑ: [162, 1601, 346, 1641]
